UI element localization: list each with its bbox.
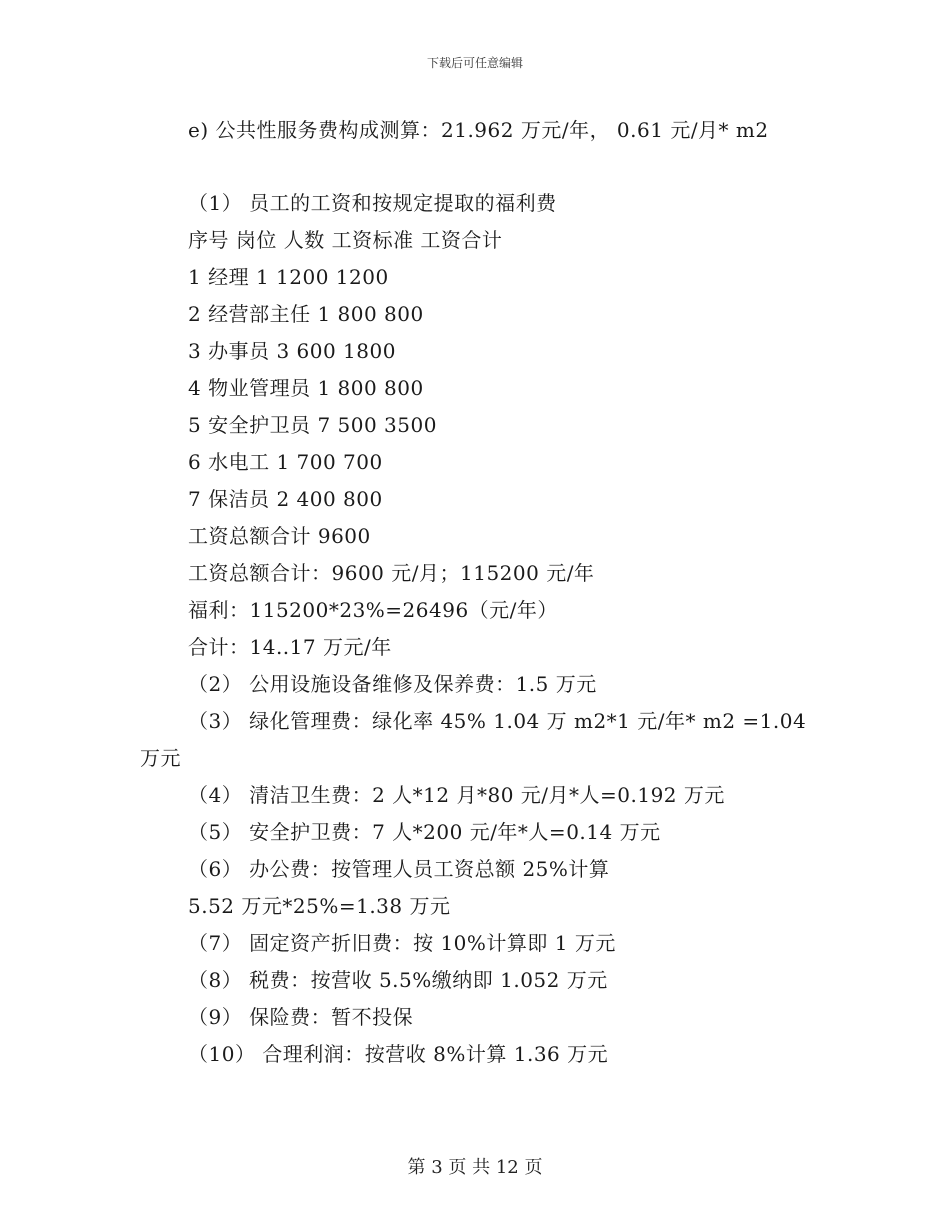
text-line: 序号 岗位 人数 工资标准 工资合计 [188,228,503,252]
text-line: 5 安全护卫员 7 500 3500 [188,413,437,437]
text-line: （10） 合理利润：按营收 8%计算 1.36 万元 [188,1042,609,1066]
text-line: 5.52 万元*25%=1.38 万元 [188,894,451,918]
text-line: 工资总额合计 9600 [188,524,371,548]
header-note: 下载后可任意编辑 [426,56,523,70]
text-line: 合计：14..17 万元/年 [188,635,392,659]
text-line: （7） 固定资产折旧费：按 10%计算即 1 万元 [188,931,616,955]
text-line: 7 保洁员 2 400 800 [188,487,383,511]
text-line: （8） 税费：按营收 5.5%缴纳即 1.052 万元 [188,968,608,992]
text-line: （1） 员工的工资和按规定提取的福利费 [188,191,557,215]
text-line: 1 经理 1 1200 1200 [188,265,389,289]
text-line: 3 办事员 3 600 1800 [188,339,396,363]
text-line: （6） 办公费：按管理人员工资总额 25%计算 [188,857,610,881]
text-line: 万元 [140,746,181,770]
text-line: e) 公共性服务费构成测算：21.962 万元/年， 0.61 元/月* m2 [188,118,769,142]
text-line: （3） 绿化管理费：绿化率 45% 1.04 万 m2*1 元/年* m2 =1.04 [188,709,807,733]
page-footer: 第 3 页 共 12 页 [407,1157,543,1178]
text-line: 工资总额合计：9600 元/月；115200 元/年 [188,561,595,585]
text-line: （5） 安全护卫费：7 人*200 元/年*人=0.14 万元 [188,820,661,844]
text-line: （2） 公用设施设备维修及保养费：1.5 万元 [188,672,597,696]
text-line: 2 经营部主任 1 800 800 [188,302,424,326]
text-line: （9） 保险费：暂不投保 [188,1005,414,1029]
text-line: 6 水电工 1 700 700 [188,450,383,474]
text-line: 福利：115200*23%=26496（元/年） [188,598,558,622]
text-line: 4 物业管理员 1 800 800 [188,376,424,400]
text-line: （4） 清洁卫生费：2 人*12 月*80 元/月*人=0.192 万元 [188,783,725,807]
